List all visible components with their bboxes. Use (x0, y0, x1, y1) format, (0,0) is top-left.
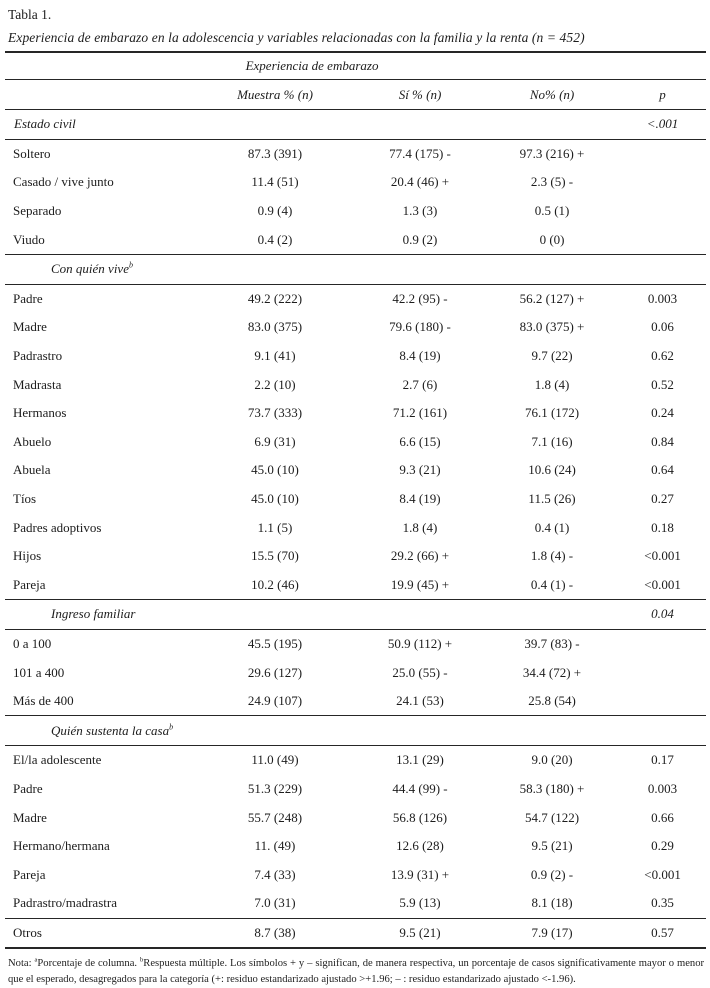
section-row (5, 600, 706, 630)
table-row (5, 658, 706, 687)
cell-no: 54.7 (122) (524, 809, 580, 825)
cell-no: 2.3 (5) - (530, 174, 574, 190)
cell-muestra: 10.2 (46) (251, 576, 299, 592)
cell-muestra: 1.1 (5) (257, 519, 293, 535)
row-label: Madre (13, 809, 47, 825)
cell-si: 56.8 (126) (392, 809, 448, 825)
cell-muestra: 45.0 (10) (251, 462, 299, 478)
table-row (5, 139, 706, 168)
cell-no: 0.4 (1) (534, 519, 570, 535)
cell-muestra: 2.2 (10) (254, 376, 296, 392)
cell-p: 0.52 (651, 376, 674, 392)
cell-no: 0 (0) (539, 231, 565, 247)
row-label: Hijos (13, 548, 42, 564)
data-table (5, 51, 706, 949)
cell-p: <0.001 (644, 866, 681, 882)
cell-si: 8.4 (19) (399, 491, 441, 507)
row-label: Pareja (13, 576, 46, 592)
spanner-empty-cell (619, 52, 706, 80)
table-row (5, 399, 706, 428)
row-label: Pareja (13, 866, 46, 882)
cell-no: 34.4 (72) + (522, 664, 582, 680)
cell-si: 42.2 (95) - (392, 290, 448, 306)
row-label: Madrasta (13, 376, 62, 392)
cell-muestra: 87.3 (391) (247, 145, 303, 161)
table-row (5, 485, 706, 514)
cell-no: 7.1 (16) (531, 433, 573, 449)
table-row (5, 889, 706, 918)
cell-p: 0.35 (651, 895, 674, 911)
cell-p: 0.003 (647, 780, 678, 796)
cell-si: 44.4 (99) - (392, 780, 448, 796)
table-row (5, 775, 706, 804)
table-row (5, 629, 706, 658)
table-row (5, 513, 706, 542)
section-p-value: <.001 (619, 110, 706, 140)
table-row (5, 225, 706, 254)
row-label: 101 a 400 (13, 664, 65, 680)
row-label: Padrastro (13, 348, 63, 364)
row-label: Tíos (13, 491, 37, 507)
spanner-header: Experiencia de embarazo (5, 52, 619, 80)
spanner-row (5, 52, 706, 80)
section-label: Estado civil (5, 110, 619, 140)
table-row (5, 197, 706, 226)
cell-muestra: 15.5 (70) (251, 548, 299, 564)
cell-no: 0.4 (1) - (530, 576, 574, 592)
row-label: Hermanos (13, 405, 67, 421)
cell-p: 0.27 (651, 491, 674, 507)
cell-no: 7.9 (17) (485, 918, 619, 948)
table-row (5, 370, 706, 399)
row-label: Viudo (13, 231, 45, 247)
cell-p (619, 225, 706, 254)
cell-muestra: 51.3 (229) (247, 780, 303, 796)
cell-muestra: 49.2 (222) (247, 290, 303, 306)
cell-p: <0.001 (644, 576, 681, 592)
section-p-value (619, 716, 706, 746)
cell-muestra: 7.4 (33) (254, 866, 296, 882)
row-label: Soltero (13, 145, 51, 161)
row-label: Otros (5, 918, 195, 948)
cell-si: 77.4 (175) - (389, 145, 451, 161)
cell-no: 10.6 (24) (528, 462, 576, 478)
table-row (5, 284, 706, 313)
table-body (5, 110, 706, 949)
cell-muestra: 8.7 (38) (195, 918, 355, 948)
table-row (5, 918, 706, 948)
cell-si: 19.9 (45) + (390, 576, 450, 592)
table-row (5, 746, 706, 775)
cell-si: 24.1 (53) (396, 693, 444, 709)
cell-muestra: 11. (49) (254, 838, 296, 854)
cell-si: 12.6 (28) (396, 838, 444, 854)
table-row (5, 428, 706, 457)
table-row (5, 168, 706, 197)
cell-no: 83.0 (375) + (519, 319, 585, 335)
cell-muestra: 0.9 (4) (257, 203, 293, 219)
row-label: Madre (13, 319, 47, 335)
table-note: Nota: $^a$Porcentaje de columna. $^b$Respuesta múltiple. Los símbolos + y – significan, de manera respectiva, un porcentaje de casos significativamente mayor o menor que el esperado, desagregados para la categoría (+: residuo estandarizado ajustado >+1.96; – : residuo estandarizado ajustado <-1.96). (8, 956, 705, 986)
p-column-header: p (619, 80, 706, 110)
section-p-value (619, 254, 706, 284)
table-row (5, 860, 706, 889)
row-label: Padres adoptivos (13, 519, 102, 535)
cell-no: 58.3 (180) + (519, 780, 585, 796)
cell-no: 56.2 (127) + (519, 290, 585, 306)
section-row (5, 110, 706, 140)
no-column-header: No% (n) (485, 80, 619, 110)
cell-no: 39.7 (83) - (524, 635, 580, 651)
cell-si: 20.4 (46) + (390, 174, 450, 190)
row-label: El/la adolescente (13, 752, 102, 768)
cell-muestra: 45.5 (195) (247, 635, 303, 651)
cell-p (619, 197, 706, 226)
cell-no: 9.5 (21) (531, 838, 573, 854)
row-label: Más de 400 (13, 693, 74, 709)
table-row (5, 342, 706, 371)
cell-no: 97.3 (216) + (519, 145, 585, 161)
cell-si: 25.0 (55) - (392, 664, 448, 680)
cell-no: 9.7 (22) (531, 348, 573, 364)
table-row (5, 832, 706, 861)
row-label: Separado (13, 203, 62, 219)
cell-no: 8.1 (18) (531, 895, 573, 911)
cell-si: 9.3 (21) (399, 462, 441, 478)
cell-si: 2.7 (6) (402, 376, 438, 392)
cell-p (619, 687, 706, 716)
section-label: Quién sustenta la casa$^b$ (5, 716, 619, 746)
cell-p (619, 139, 706, 168)
row-label: Abuelo (13, 433, 52, 449)
cell-no: 0.5 (1) (534, 203, 570, 219)
label-column-header (5, 80, 195, 110)
cell-si: 13.1 (29) (396, 752, 444, 768)
row-label: Casado / vive junto (13, 174, 114, 190)
cell-si: 13.9 (31) + (390, 866, 450, 882)
cell-no: 76.1 (172) (524, 405, 580, 421)
section-row (5, 716, 706, 746)
row-label: Padrastro/madrastra (13, 895, 117, 911)
table-row (5, 687, 706, 716)
cell-p: 0.06 (651, 319, 674, 335)
row-label: Hermano/hermana (13, 838, 110, 854)
cell-muestra: 11.0 (49) (251, 752, 299, 768)
cell-no: 1.8 (4) - (530, 548, 574, 564)
cell-p: 0.18 (651, 519, 674, 535)
row-label: Abuela (13, 462, 51, 478)
cell-si: 0.9 (2) (402, 231, 438, 247)
table-caption: Experiencia de embarazo en la adolescencia y variables relacionadas con la familia y la renta (n = 452) (8, 30, 585, 45)
cell-p: 0.17 (651, 752, 674, 768)
table-row (5, 542, 706, 571)
cell-muestra: 7.0 (31) (254, 895, 296, 911)
cell-p: 0.57 (619, 918, 706, 948)
section-p-value: 0.04 (619, 600, 706, 630)
cell-muestra: 24.9 (107) (247, 693, 303, 709)
table-row (5, 456, 706, 485)
section-label: Ingreso familiar (5, 600, 619, 630)
cell-muestra: 29.6 (127) (247, 664, 303, 680)
cell-p: 0.66 (651, 809, 674, 825)
table-row (5, 571, 706, 600)
cell-muestra: 0.4 (2) (257, 231, 293, 247)
cell-no: 25.8 (54) (528, 693, 576, 709)
cell-p: 0.24 (651, 405, 674, 421)
row-label: Padre (13, 780, 43, 796)
cell-si: 29.2 (66) + (390, 548, 450, 564)
muestra-column-header: Muestra % (n) (195, 80, 355, 110)
cell-no: 0.9 (2) - (530, 866, 574, 882)
cell-no: 11.5 (26) (528, 491, 576, 507)
cell-p: 0.64 (651, 462, 674, 478)
cell-muestra: 45.0 (10) (251, 491, 299, 507)
cell-si: 50.9 (112) + (387, 635, 453, 651)
cell-si: 79.6 (180) - (389, 319, 451, 335)
cell-muestra: 6.9 (31) (254, 433, 296, 449)
cell-no: 9.0 (20) (531, 752, 573, 768)
table-number: Tabla 1. (8, 7, 52, 22)
row-label: Padre (13, 290, 43, 306)
table-row (5, 313, 706, 342)
cell-muestra: 55.7 (248) (247, 809, 303, 825)
cell-p (619, 629, 706, 658)
cell-si: 1.3 (3) (402, 203, 438, 219)
cell-si: 9.5 (21) (355, 918, 485, 948)
cell-muestra: 83.0 (375) (247, 319, 303, 335)
cell-muestra: 11.4 (51) (251, 174, 299, 190)
cell-muestra: 73.7 (333) (247, 405, 303, 421)
row-label: 0 a 100 (13, 635, 52, 651)
column-header-row (5, 80, 706, 110)
section-row (5, 254, 706, 284)
cell-muestra: 9.1 (41) (254, 348, 296, 364)
cell-no: 1.8 (4) (534, 376, 570, 392)
si-column-header: Sí % (n) (355, 80, 485, 110)
cell-p: 0.62 (651, 348, 674, 364)
table-row (5, 803, 706, 832)
cell-si: 5.9 (13) (399, 895, 441, 911)
cell-p: <0.001 (644, 548, 681, 564)
section-label: Con quién vive$^b$ (5, 254, 619, 284)
cell-p: 0.29 (651, 838, 674, 854)
cell-si: 8.4 (19) (399, 348, 441, 364)
cell-si: 6.6 (15) (399, 433, 441, 449)
cell-p (619, 168, 706, 197)
cell-p: 0.003 (647, 290, 678, 306)
cell-p (619, 658, 706, 687)
cell-si: 71.2 (161) (392, 405, 448, 421)
cell-p: 0.84 (651, 433, 674, 449)
cell-si: 1.8 (4) (402, 519, 438, 535)
